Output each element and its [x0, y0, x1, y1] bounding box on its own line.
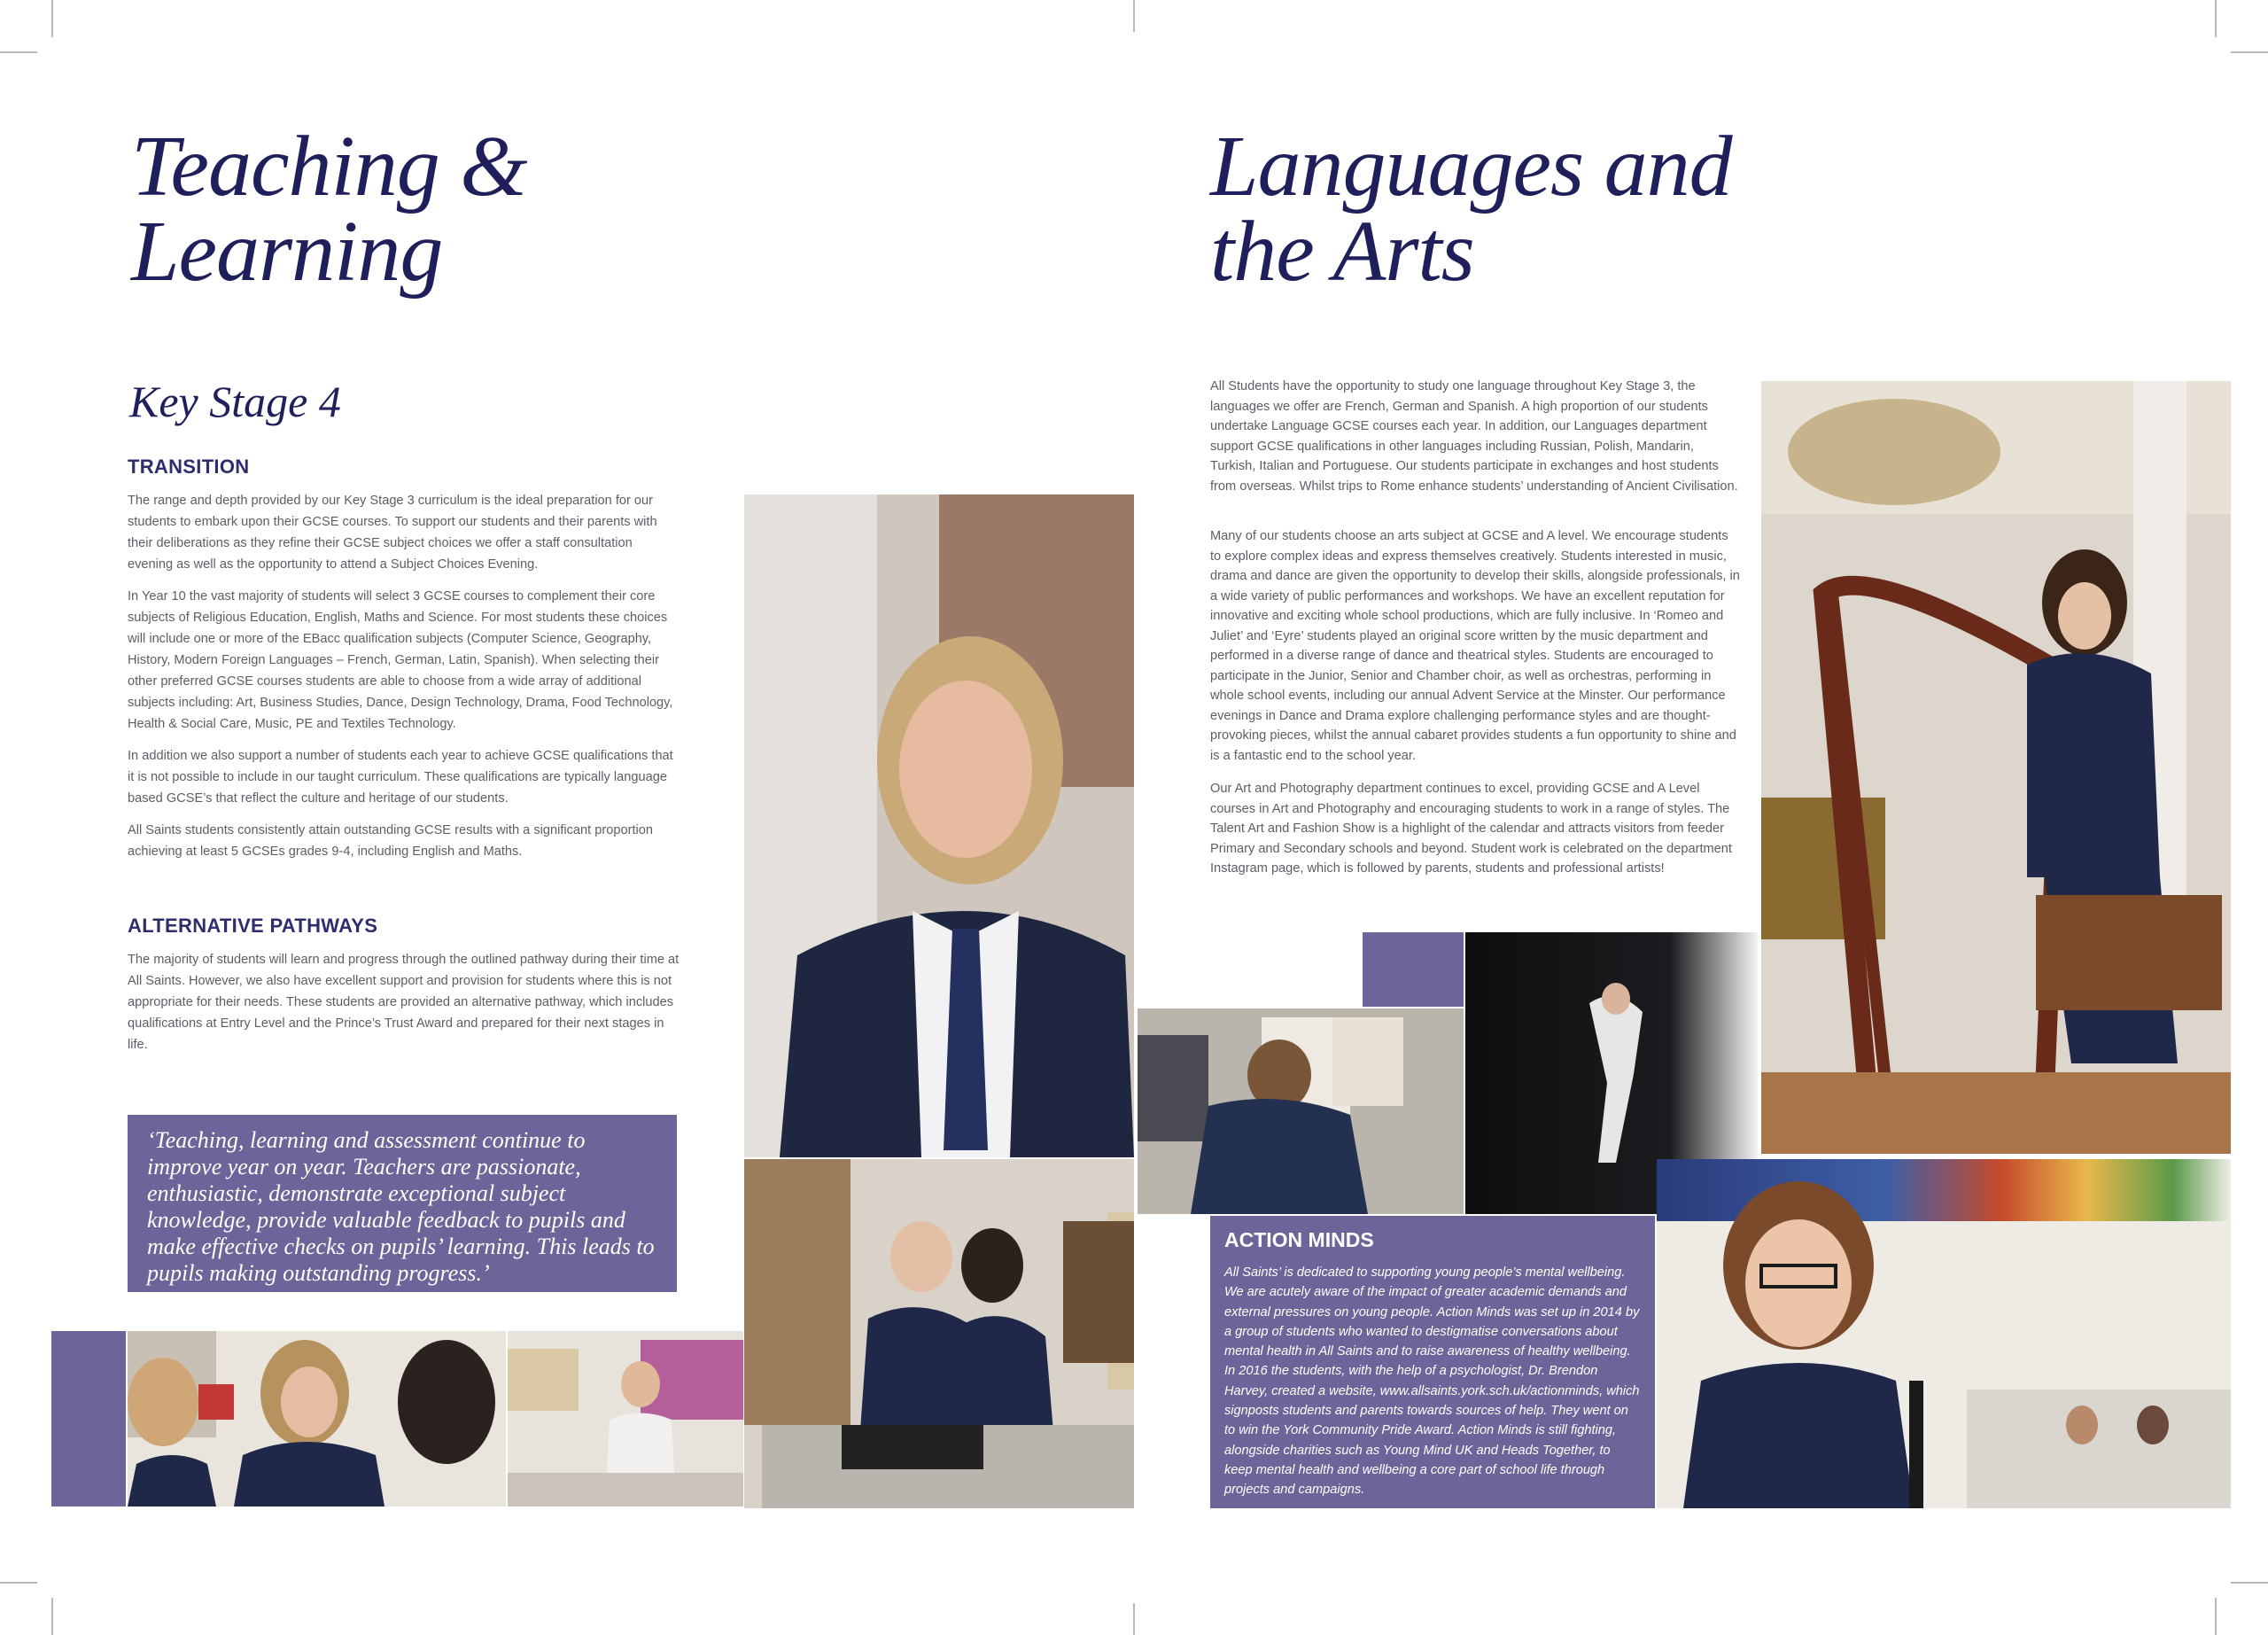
body-paragraph: In addition we also support a number of students each year to achieve GCSE qualifications that it is not possible to include in our taught curriculum. These qualifications are typically language based GCSE’s that reflect the culture and heritage of our students. — [128, 749, 673, 806]
harp-player-image — [1761, 381, 2231, 1154]
classroom-ipad-photo — [744, 1159, 1134, 1508]
cooking-student-image — [508, 1331, 743, 1507]
student-portrait-image — [744, 494, 1134, 1157]
transition-heading: TRANSITION — [128, 455, 250, 478]
body-paragraph: Our Art and Photography department continues to excel, providing GCSE and A Level courses in Art and Photography and encouraging students to work in a range of styles. The Talent Art and Fashion Show is a highlight of the calendar and attracts visitors from feeder Primary and Secondary schools and beyond. Student work is celebrated on the department Instagram page, which is followed by parents, students and professional artists! — [1210, 782, 1732, 876]
pathways-paragraph: The majority of students will learn and progress through the outlined pathway during their time at All Saints. However, we also have excellent support and provision for students where this is not appropriate for their needs. These students are provided an alternative pathway, which includes qualifications at Entry Level and the Prince’s Trust Award and prepared for their next stages in life. — [128, 953, 680, 1052]
quote-source: Ofsted report — [147, 1292, 225, 1307]
crop-mark — [1133, 1603, 1135, 1635]
crop-mark — [2215, 0, 2217, 37]
cooking-student-photo — [508, 1331, 743, 1507]
students-laughing-photo — [128, 1331, 506, 1507]
body-paragraph: In Year 10 the vast majority of students will select 3 GCSE courses to complement their core subjects of Religious Education, English, Maths and Science. For most students these choices will include one or more of the EBacc qualification subjects (Computer Science, Geography, History, Modern Foreign Languages – French, German, Latin, Spanish). When selecting their other preferred GCSE courses students are able to choose from a wide array of additional subjects including: Art, Business Studies, Dance, Design Technology, Drama, Food Technology, Health & Social Care, Music, PE and Textiles Technology. — [128, 589, 673, 731]
students-laughing-image — [128, 1331, 506, 1507]
title-line: Teaching & — [131, 119, 527, 214]
student-portrait-photo — [744, 494, 1134, 1157]
quote-text: ‘Teaching, learning and assessment continue to improve year on year. Teachers are passionate, enthusiastic, demonstrate exceptional subject knowledge, provide valuable feedback to pupils and make effective checks on pupils’ learning. This leads to pupils making outstanding progress.’ — [147, 1127, 655, 1286]
page-title-teaching-learning — [131, 119, 527, 300]
crop-mark — [1133, 0, 1135, 32]
purple-accent-block — [1363, 932, 1464, 1007]
action-minds-text: All Saints’ is dedicated to supporting young people’s mental wellbeing. We are acutely aware of the impact of greater academic demands and external pressures on young people. Action Minds was set up in 2014 by a group of students who wanted to destigmatise conversations about mental health in All Saints and to raise awareness of healthy wellbeing. In 2016 the students, with the help of a psychologist, Dr. Brendon Harvey, created a website, www.allsaints.york.sch.uk/actionminds, which signposts students and parents towards sources of help. They went on to win the York Community Pride Award. Action Minds is still fighting, alongside charities such as Young Mind UK and Heads Together, to keep mental health and wellbeing a core part of school life through projects and campaigns. — [1224, 1265, 1640, 1498]
body-paragraph: Many of our students choose an arts subject at GCSE and A level. We encourage students to explore complex ideas and express themselves creatively. Students interested in music, drama and dance are given the opportunity to develop their skills, alongside professionals, in a wide variety of public performances and workshops. We have an excellent reputation for innovative and exciting whole school productions, which are fully inclusive. In ‘Romeo and Juliet’ and ‘Eyre’ students played an original score written by the music department and performed in a diverse range of dance and theatrical styles. Students are encouraged to participate in the Junior, Senior and Chamber choir, as well as orchestras, performing in whole school events, including our annual Advent Service at the Minster. Our performance evenings in Dance and Drama explore challenging performance styles and are thought-provoking pieces, whilst the annual cabaret provides students a fun opportunity to shine and is a fantastic end to the school year. — [1210, 529, 1740, 763]
ofsted-quote-box — [128, 1115, 677, 1307]
crop-mark — [51, 0, 53, 37]
purple-accent-block — [51, 1331, 126, 1507]
page-title-languages-arts — [1210, 119, 1732, 300]
crop-mark — [2215, 1598, 2217, 1635]
crop-mark — [51, 1598, 53, 1635]
student-clarinet-photo — [1657, 1159, 2231, 1508]
harp-player-photo — [1761, 381, 2231, 1154]
alternative-pathways-heading: ALTERNATIVE PATHWAYS — [128, 915, 378, 937]
crop-mark — [0, 1582, 37, 1584]
section-subtitle: Key Stage 4 — [129, 377, 341, 426]
crop-mark — [0, 51, 37, 53]
art-student-image — [1138, 1008, 1464, 1214]
body-paragraph: The range and depth provided by our Key Stage 3 curriculum is the ideal preparation for our students to embark upon their GCSE courses. To support our students and their parents with their deliberations as they refine their GCSE subject choices we offer a staff consultation evening as well as the opportunity to attend a Subject Choices Evening. — [128, 494, 657, 572]
title-line: Languages and — [1210, 119, 1732, 214]
crop-mark — [2231, 51, 2268, 53]
action-minds-heading: ACTION MINDS — [1224, 1228, 1374, 1251]
body-paragraph: All Students have the opportunity to study one language throughout Key Stage 3, the languages we offer are French, German and Spanish. A high proportion of our students undertake Language GCSE courses each year. In addition, our Languages department support GCSE qualifications in other languages including Russian, Polish, Mandarin, Turkish, Italian and Portuguese. Our students participate in exchanges and host students from overseas. Whilst trips to Rome enhance students’ understanding of Ancient Civilisation. — [1210, 379, 1738, 494]
art-student-photo — [1138, 1008, 1464, 1214]
action-minds-box — [1210, 1216, 1655, 1508]
body-paragraph: All Saints students consistently attain outstanding GCSE results with a significant proportion achieving at least 5 GCSEs grades 9-4, including English and Maths. — [128, 823, 653, 859]
student-clarinet-image — [1657, 1159, 2231, 1508]
crop-mark — [2231, 1582, 2268, 1584]
classroom-ipad-image — [744, 1159, 1134, 1508]
title-line: the Arts — [1210, 204, 1474, 300]
title-line: Learning — [131, 204, 443, 300]
